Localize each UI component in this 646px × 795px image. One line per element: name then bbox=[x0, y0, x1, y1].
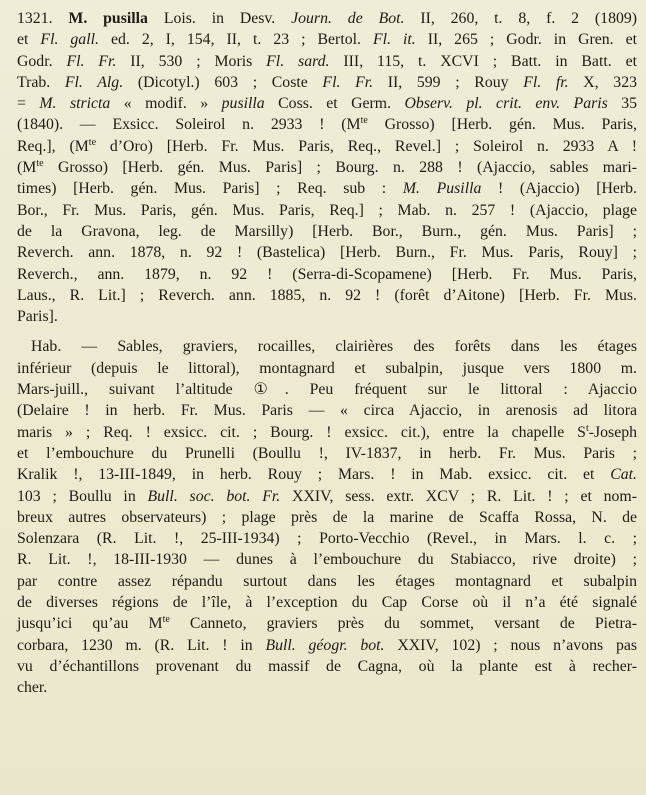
p2-line-5: maris » ; Req. ! exsicc. cit. ; Bourg. ! exsicc. cit.), entre la chapelle $S^t$-Joseph bbox=[17, 422, 637, 441]
p1-line-11: de la Gravona, leg. de Marsilly) [Herb. Bor., Burn., gén. Mus. Paris] ; bbox=[17, 222, 637, 240]
p1-line-9: times) [Herb. gén. Mus. Paris] ; Req. sub : M. Pusilla ! (Ajaccio) [Herb. bbox=[17, 180, 638, 198]
p1-line-1: 1321. M. pusilla Lois. in Desv. Journ. de Bot. II, 260, t. 8, f. 2 (1809) bbox=[17, 10, 638, 27]
p2-line-6: et l’embouchure du Prunelli (Boullu !, IV-1837, in herb. Fr. Mus. Paris ; bbox=[17, 444, 637, 462]
p2-line-15: corbara, 1230 m. (R. Lit. ! in Bull. géogr. bot. XXIV, 102) ; nous n’avons pas bbox=[17, 636, 638, 654]
body-text bbox=[17, 8, 637, 699]
p1-line-5: = M. stricta « modif. » pusilla Coss. et Germ. Observ. pl. crit. env. Paris 35 bbox=[17, 95, 638, 113]
p2-line-7: Kralik !, 13-III-1849, in herb. Rouy ; Mars. ! in Mab. exsicc. cit. et Cat. bbox=[17, 466, 637, 484]
p1-line-14: Laus., R. Lit.] ; Reverch. ann. 1885, n. 92 ! (forêt d’Aitone) [Herb. Fr. Mus. bbox=[17, 286, 637, 304]
p1-line-13: Reverch., ann. 1879, n. 92 ! (Serra-di-Scopamene) [Herb. Fr. Mus. Paris, bbox=[17, 265, 637, 283]
p2-line-10: Solenzara (R. Lit. !, 25-III-1934) ; Porto-Vecchio (Revel., in Mars. l. c. ; bbox=[17, 530, 637, 548]
p2-line-3: Mars-juill., suivant l’altitude ①. Peu fréquent sur le littoral : Ajaccio bbox=[17, 381, 637, 399]
p2-line-11: R. Lit. !, 18-III-1930 — dunes à l’embouchure du Stabiacco, rive droite) ; bbox=[17, 551, 637, 569]
p1-line-3: Godr. Fl. Fr. II, 530 ; Moris Fl. sard. III, 115, t. XCVI ; Batt. in Batt. et bbox=[17, 52, 637, 70]
p2-line-8: 103 ; Boullu in Bull. soc. bot. Fr. XXIV, sess. extr. XCV ; R. Lit. ! ; et nom- bbox=[17, 487, 637, 505]
p2-line-2: inférieur (depuis le littoral), montagnard et subalpin, jusque vers 1800 m. bbox=[17, 359, 637, 377]
p2-line-12: par contre assez répandu surtout dans les étages montagnard et subalpin bbox=[17, 572, 637, 590]
p2-line-13: de diverses régions de l’île, à l’exception du Cap Corse où il n’a été signalé bbox=[17, 594, 637, 612]
p1-line-10: Bor., Fr. Mus. Paris, gén. Mus. Paris, Req.] ; Mab. n. 257 ! (Ajaccio, plage bbox=[17, 201, 637, 219]
species-name: M. pusilla bbox=[68, 10, 148, 27]
p2-line-17: cher. bbox=[17, 679, 48, 697]
p1-line-4: Trab. Fl. Alg. (Dicotyl.) 603 ; Coste Fl. Fr. II, 599 ; Rouy Fl. fr. X, 323 bbox=[17, 73, 637, 91]
p1-line-2: et Fl. gall. ed. 2, I, 154, II, t. 23 ; Bertol. Fl. it. II, 265 ; Godr. in Gren. et bbox=[17, 31, 638, 49]
p2-line-4: (Delaire ! in herb. Fr. Mus. Paris — « circa Ajaccio, in arenosis ad litora bbox=[17, 402, 637, 420]
p1-line-7: Req.], ($M^{te}$ d’Oro) [Herb. Fr. Mus. Paris, Req., Revel.] ; Soleirol n. 2933 A ! bbox=[17, 136, 637, 155]
p2-line-1: Hab. — Sables, graviers, rocailles, clairières des forêts dans les étages bbox=[31, 338, 637, 356]
p2-line-16: vu d’échantillons provenant du massif de Cagna, où la plante est à recher- bbox=[17, 657, 637, 675]
p2-line-9: breux autres observateurs) ; plage près de la marine de Scaffa Rossa, N. de bbox=[17, 508, 637, 526]
p1-line-8: ($M^{te}$ Grosso) [Herb. gén. Mus. Paris] ; Bourg. n. 288 ! (Ajaccio, sables mari- bbox=[17, 158, 638, 177]
p1-line-6: (1840). — Exsicc. Soleirol n. 2933 ! ($M^{te}$ Grosso) [Herb. gén. Mus. Paris, bbox=[17, 115, 637, 134]
p2-line-14: jusqu’ici qu’au $M^{te}$ Canneto, graviers près du sommet, versant de Pietra- bbox=[17, 614, 638, 633]
entry-number: 1321. bbox=[17, 10, 53, 27]
p1-line-12: Reverch. ann. 1878, n. 92 ! (Bastelica) [Herb. Burn., Fr. Mus. Paris, Rouy] ; bbox=[17, 244, 637, 262]
paragraph-gap bbox=[17, 327, 637, 336]
p1-line-15: Paris]. bbox=[17, 308, 58, 326]
